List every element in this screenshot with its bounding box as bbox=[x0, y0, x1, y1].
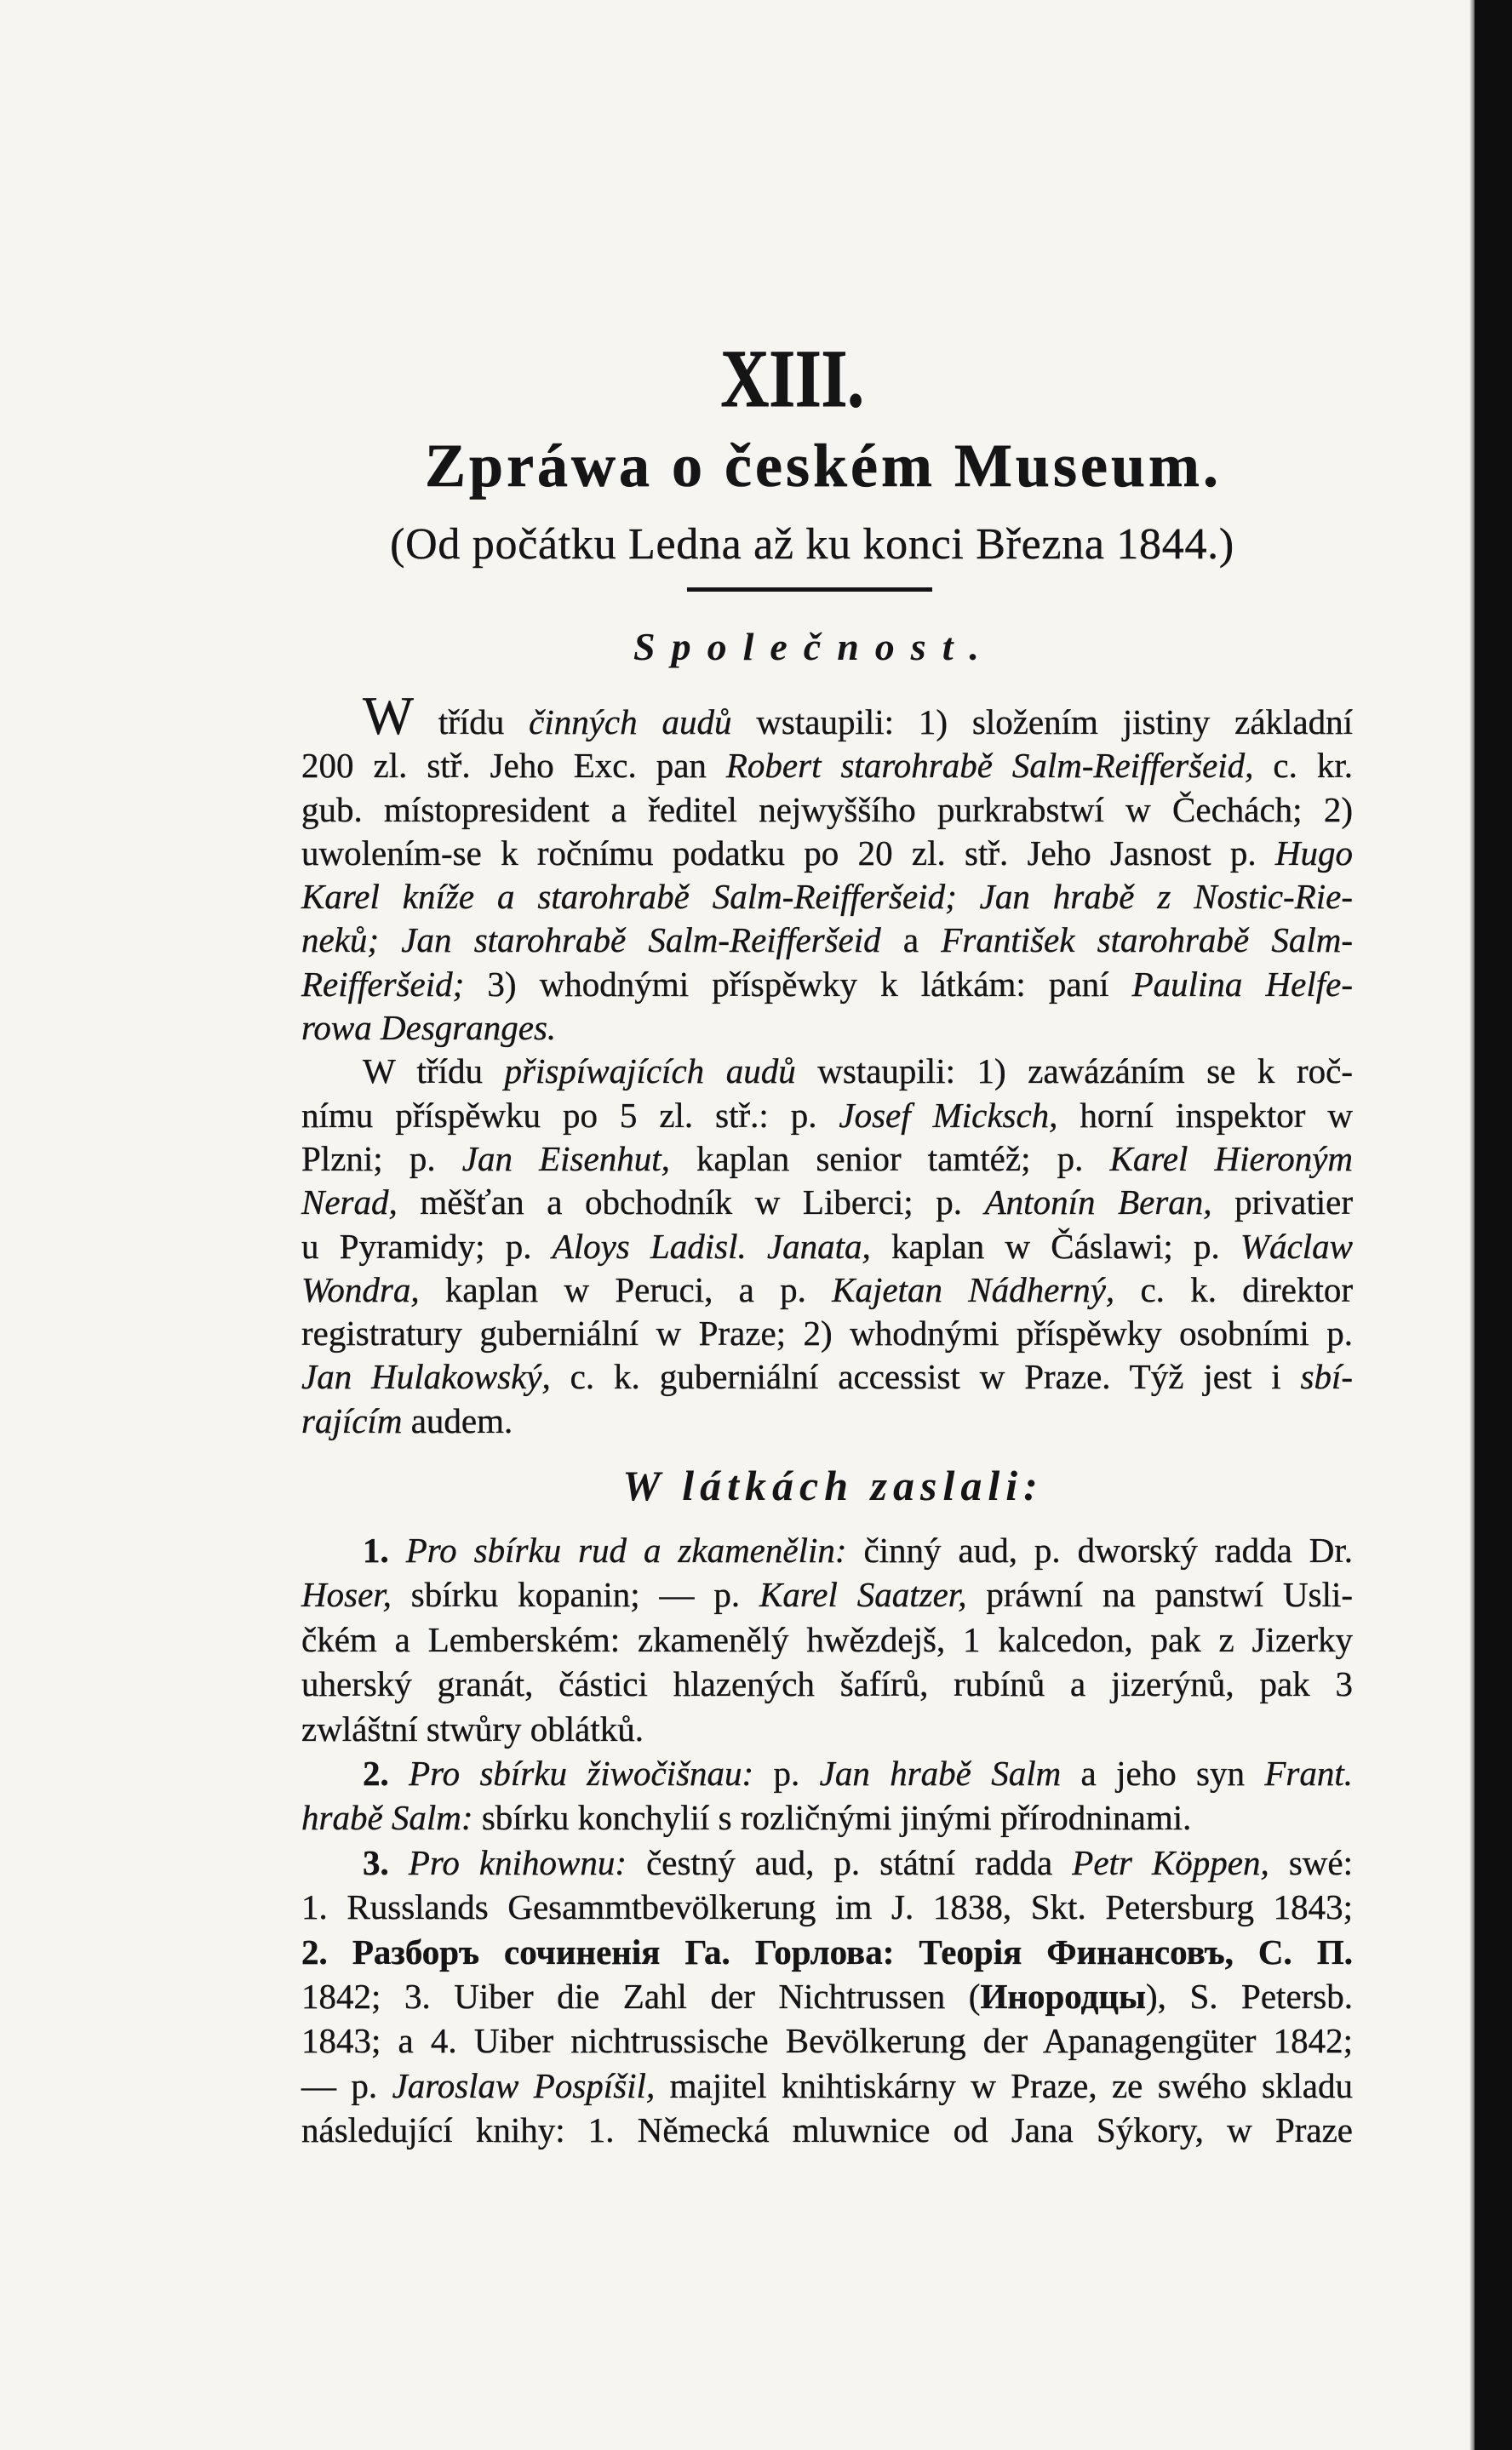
italic-text: Reifferšeid; bbox=[301, 964, 465, 1004]
text-segment: čestný aud, p. státní radda bbox=[627, 1842, 1073, 1882]
text-segment: gub. místopresident a ředitel nejwyššího purkrabstwí w Čechách; 2) bbox=[301, 789, 1353, 829]
text-line bbox=[301, 2064, 1353, 2108]
text-line bbox=[301, 1840, 1353, 1885]
title-row bbox=[355, 432, 1292, 500]
text-segment: a bbox=[880, 920, 942, 960]
section-heading-row-donations bbox=[362, 1460, 1298, 1511]
text-segment: 1842; 3. Uiber die Zahl der Nichtrussen ( bbox=[301, 1977, 981, 2017]
italic-text: rowa Desgranges. bbox=[301, 1008, 557, 1048]
section-heading-society: Společnost. bbox=[633, 625, 995, 668]
italic-text: Hugo bbox=[1274, 833, 1353, 873]
italic-text: Wáclaw bbox=[1240, 1226, 1354, 1266]
italic-text: Aloys Ladisl. Janata, bbox=[552, 1226, 871, 1266]
text-segment: ), S. Petersb. bbox=[1145, 1977, 1353, 2017]
text-segment: registratury guberniální w Praze; 2) whodnými příspěwky osobními p. bbox=[301, 1314, 1353, 1354]
text-segment: wstaupili: 1) zawázáním se k roč- bbox=[795, 1051, 1353, 1091]
text-segment: swé: bbox=[1269, 1842, 1353, 1882]
paragraph bbox=[301, 1050, 1353, 1443]
italic-text: Wondra, bbox=[301, 1269, 420, 1309]
title-divider bbox=[687, 587, 932, 592]
bold-text: 3. bbox=[363, 1842, 409, 1882]
text-line bbox=[301, 1885, 1353, 1929]
text-line bbox=[301, 1751, 1353, 1795]
text-line bbox=[301, 2108, 1353, 2152]
italic-text: Karel kníže a starohrabě Salm-Reifferšeid; Jan hrabě z Nostic-Rie- bbox=[301, 877, 1353, 917]
text-segment: nímu příspěwku po 5 zl. stř.: p. bbox=[301, 1095, 839, 1135]
text-line bbox=[301, 1006, 1353, 1050]
italic-text: Antonín Beran, bbox=[984, 1182, 1212, 1222]
text-segment: c. k. guberniální accessist w Praze. Týž jest i bbox=[550, 1357, 1301, 1397]
text-segment: čkém a Lemberském: zkamenělý hwězdejš, 1 kalcedon, pak z Jizerky bbox=[301, 1619, 1353, 1659]
text-segment: horní inspektor w bbox=[1057, 1095, 1353, 1135]
text-line bbox=[301, 1572, 1353, 1617]
text-segment: činný aud, p. dworský radda Dr. bbox=[846, 1531, 1353, 1570]
text-line bbox=[301, 1268, 1353, 1312]
text-line bbox=[301, 1181, 1353, 1224]
section-heading-row-society bbox=[338, 623, 1274, 671]
italic-text: hrabě Salm: bbox=[301, 1798, 473, 1838]
text-line bbox=[301, 1094, 1353, 1137]
text-line bbox=[301, 1795, 1353, 1840]
text-segment: kaplan w Peruci, a p. bbox=[419, 1269, 833, 1309]
bold-text: Инородцы bbox=[980, 1977, 1146, 2017]
text-line bbox=[301, 1137, 1353, 1181]
paragraph bbox=[301, 685, 1354, 1050]
text-segment: kaplan senior tamtéž; p. bbox=[669, 1138, 1110, 1178]
page-subtitle: (Od počátku Ledna až ku konci Března 1844.) bbox=[390, 520, 1234, 569]
text-segment: c. k. direktor bbox=[1114, 1269, 1354, 1309]
text-segment: Plzni; p. bbox=[301, 1138, 462, 1178]
italic-text: neků; Jan starohrabě Salm-Reifferšeid bbox=[301, 920, 881, 960]
italic-text: Pro sbírku žiwočišnau: bbox=[409, 1754, 754, 1794]
scan-edge-border bbox=[1475, 0, 1512, 2450]
text-segment: W třídu bbox=[363, 685, 530, 746]
italic-text: Jan Hulakowský, bbox=[301, 1357, 551, 1397]
text-line bbox=[301, 1974, 1353, 2018]
section-heading-donations: W látkách zaslali: bbox=[622, 1462, 1044, 1509]
text-segment: 1. Russlands Gesammtbevölkerung im J. 1838, Skt. Petersburg 1843; bbox=[301, 1887, 1353, 1927]
text-segment: u Pyramidy; p. bbox=[301, 1226, 553, 1266]
text-line bbox=[301, 788, 1353, 832]
text-segment: měšťan a obchodník w Liberci; p. bbox=[397, 1182, 985, 1222]
text-line bbox=[301, 1617, 1353, 1662]
text-segment: sbírku kopanin; — p. bbox=[391, 1575, 759, 1615]
italic-text: činných audů bbox=[529, 702, 732, 741]
text-line bbox=[301, 744, 1353, 787]
italic-text: Robert starohrabě Salm-Reifferšeid, bbox=[725, 746, 1254, 786]
text-segment: privatier bbox=[1211, 1182, 1354, 1222]
section-body-donations bbox=[301, 1528, 1353, 2153]
text-segment: následující knihy: 1. Německá mluwnice od Jana Sýkory, w Praze bbox=[301, 2110, 1353, 2150]
bold-text: 2. bbox=[363, 1754, 410, 1794]
italic-text: Jaroslaw Pospíšil, bbox=[392, 2065, 656, 2105]
text-line bbox=[301, 1050, 1353, 1093]
text-segment: uwolením-se k ročnímu podatku po 20 zl. stř. Jeho Jasnost p. bbox=[301, 833, 1275, 873]
italic-text: Petr Köppen, bbox=[1072, 1842, 1269, 1882]
paragraph bbox=[301, 1528, 1353, 1751]
italic-text: Pro knihownu: bbox=[408, 1842, 627, 1882]
text-segment: W třídu bbox=[363, 1051, 505, 1091]
italic-text: Karel Saatzer, bbox=[759, 1575, 967, 1615]
text-segment: 200 zl. stř. Jeho Exc. pan bbox=[301, 746, 726, 786]
italic-text: František starohrabě Salm- bbox=[941, 920, 1353, 960]
italic-text: Karel Hieroným bbox=[1109, 1138, 1353, 1178]
bold-text: 1. bbox=[363, 1531, 406, 1570]
text-line bbox=[301, 1312, 1353, 1355]
text-segment: zwláštní stwůry oblátků. bbox=[301, 1709, 644, 1749]
text-segment: 1843; a 4. Uiber nichtrussische Bevölkerung der Apanagengüter 1842; bbox=[301, 2021, 1353, 2061]
text-line bbox=[301, 963, 1353, 1006]
text-line bbox=[301, 1662, 1353, 1706]
italic-text: Frant. bbox=[1264, 1754, 1354, 1794]
text-line bbox=[301, 1355, 1353, 1399]
italic-text: Nerad, bbox=[301, 1182, 398, 1222]
text-segment: majitel knihtiskárny w Praze, ze swého skladu bbox=[655, 2065, 1353, 2105]
text-segment: audem. bbox=[402, 1400, 513, 1440]
text-line bbox=[301, 832, 1353, 875]
text-line bbox=[301, 685, 1354, 746]
paragraph bbox=[301, 1840, 1353, 2153]
text-line bbox=[301, 2018, 1353, 2063]
paragraph bbox=[301, 1751, 1353, 1840]
text-segment: uherský granát, částici hlazených šafírů, rubínů a jizerýnů, pak 3 bbox=[301, 1664, 1353, 1704]
italic-text: Hoser, bbox=[301, 1575, 392, 1615]
italic-text: rajícím bbox=[301, 1400, 403, 1440]
page-title: Zpráwa o českém Museum. bbox=[425, 432, 1222, 500]
bold-text: 2. Разборъ сочиненія Га. Горлова: Теорія Финансовъ, С. П. bbox=[301, 1932, 1353, 1972]
text-line bbox=[301, 1930, 1353, 1974]
text-segment: sbírku konchylií s rozličnými jinými přírodninami. bbox=[472, 1798, 1192, 1838]
text-segment: wstaupili: 1) složením jistiny základní bbox=[731, 702, 1354, 741]
italic-text: Paulina Helfe- bbox=[1131, 964, 1353, 1004]
italic-text: Jan Eisenhut, bbox=[461, 1138, 670, 1178]
text-line bbox=[301, 1707, 1353, 1751]
italic-text: Pro sbírku rud a zkamenělin: bbox=[405, 1531, 847, 1570]
subtitle-row bbox=[344, 519, 1280, 570]
italic-text: přispíwajících audů bbox=[504, 1051, 796, 1091]
text-segment: p. bbox=[753, 1754, 820, 1794]
italic-text: sbí- bbox=[1300, 1357, 1353, 1397]
text-line bbox=[301, 1225, 1353, 1268]
text-segment: a jeho syn bbox=[1061, 1754, 1265, 1794]
section-body-society bbox=[301, 685, 1354, 1443]
text-segment: 3) whodnými příspěwky k látkám: paní bbox=[464, 964, 1132, 1004]
italic-text: Kajetan Nádherný, bbox=[832, 1269, 1115, 1309]
text-segment: práwní na panstwí Usli- bbox=[966, 1575, 1354, 1615]
text-line bbox=[301, 919, 1353, 962]
chapter-number: XIII. bbox=[720, 333, 865, 424]
italic-text: Jan hrabě Salm bbox=[819, 1754, 1062, 1794]
text-line bbox=[301, 1400, 1353, 1443]
text-segment: kaplan w Čáslawi; p. bbox=[870, 1226, 1240, 1266]
italic-text: Josef Micksch, bbox=[839, 1095, 1058, 1135]
text-segment: — p. bbox=[301, 2065, 392, 2105]
text-segment: c. kr. bbox=[1253, 746, 1353, 786]
text-line bbox=[301, 1528, 1353, 1572]
text-line bbox=[301, 875, 1353, 919]
chapter-number-row bbox=[324, 333, 1261, 424]
